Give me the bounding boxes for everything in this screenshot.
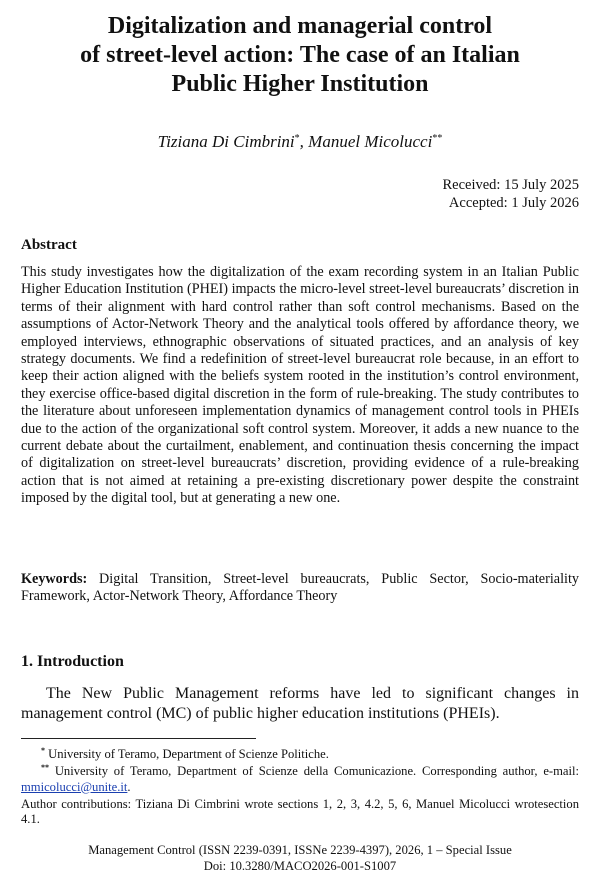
introduction-paragraph: The New Public Management reforms have led to significant changes in management control (MC) of public higher education institutions (PHEIs). [21, 685, 579, 722]
corresponding-email-link[interactable]: mmicolucci@unite.it [21, 779, 128, 794]
abstract-heading: Abstract [21, 237, 77, 253]
footnote-affiliation-2 [21, 764, 579, 795]
journal-citation: Management Control (ISSN 2239-0391, ISSNe 2239-4397), 2026, 1 – Special Issue [88, 843, 512, 857]
footnote-text: University of Teramo, Department of Scienze Politiche. [45, 747, 329, 761]
affiliation-mark: * [294, 133, 300, 144]
received-date: Received: 15 July 2025 [442, 177, 579, 193]
footnote-end: . [127, 779, 131, 794]
title-line: Digitalization and managerial control [107, 13, 493, 39]
footnotes [21, 747, 579, 829]
keywords [21, 571, 579, 606]
author-contributions: Author contributions: Tiziana Di Cimbrini wrote sections 1, 2, 3, 4.2, 5, 6, Manuel Micolucci wrotesection 4.1. [21, 796, 579, 827]
doi: Doi: 10.3280/MACO2026-001-S1007 [203, 859, 397, 873]
footnote-divider [21, 738, 256, 739]
footnote-mark: * [41, 746, 45, 755]
paper-title [20, 12, 580, 99]
keywords-label: Keywords: [21, 571, 88, 587]
submission-dates [442, 176, 579, 212]
author-name: Tiziana Di Cimbrini [157, 132, 295, 151]
author-list [20, 132, 580, 152]
keywords-list: Digital Transition, Street-level bureaucrats, Public Sector, Socio-materiality Framework, Actor-Network Theory, Affordance Theory [21, 571, 579, 605]
footnote-mark: ** [41, 763, 49, 773]
footnote-text: University of Teramo, Department of Scienze della Comunicazione. Corresponding author, e-mail: [49, 764, 579, 779]
title-line: of street-level action: The case of an Italian [80, 42, 520, 68]
affiliation-mark: ** [432, 133, 443, 144]
accepted-date: Accepted: 1 July 2026 [448, 195, 579, 211]
author-separator: , [299, 132, 309, 151]
running-footer [20, 842, 580, 874]
footnote-affiliation-1 [21, 747, 579, 762]
author-name: Manuel Micolucci [308, 132, 433, 151]
section-heading-introduction: 1. Introduction [21, 653, 124, 670]
title-line: Public Higher Institution [171, 71, 429, 97]
abstract-text: This study investigates how the digitalization of the exam recording system in an Italian Public Higher Education Institution (PHEI) impacts the micro-level street-level bureaucrats’ discretion in terms of their alignment with hard control rather than soft control mechanisms. Based on the assumptions of Actor-Network Theory and the analytical tools offered by affordance theory, we employed interviews, ethnographic observations of situated practices, and an analysis of key strategy documents. We find a redefinition of street-level bureaucrat role because, in an effort to keep their action aligned with the beliefs system rooted in the institution’s control environment, they exercise office-based digital discretion in the form of rule-breaking. The study contributes to the literature about unforeseen implementation dynamics of management control tools in PHEIs due to the action of the organizational soft control system. Moreover, it adds a new nuance to the current debate about the curtailment, enablement, and continuation thesis concerning the impact of digitalization on street-level bureaucrats’ discretion, providing evidence of a rule-breaking action that is not aimed at retaining a pre-existing discretionary power despite the constraint imposed by the digital tool, but at generating a new one. [21, 264, 579, 507]
